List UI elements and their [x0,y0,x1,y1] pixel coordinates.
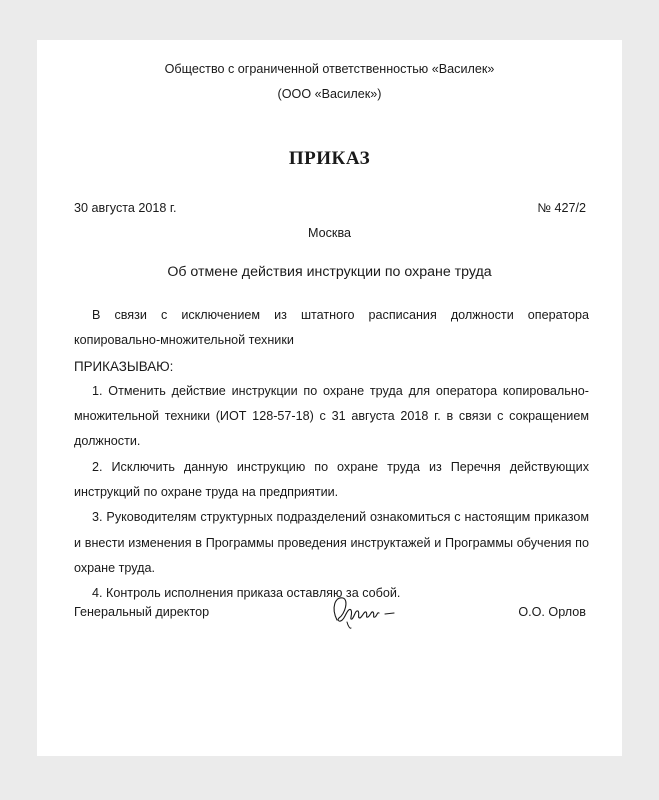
organization-full-name: Общество с ограниченной ответственностью «Василек» [164,62,495,76]
document-date: 30 августа 2018 г. [74,201,177,215]
handwritten-signature [327,590,399,630]
document-number: № 427/2 [537,201,586,215]
document-page [37,40,622,756]
order-word: ПРИКАЗЫВАЮ: [74,358,174,374]
document-city: Москва [308,226,351,240]
document-title: ПРИКАЗ [288,148,371,169]
order-item-3: 3. Руководителям структурных подразделений ознакомиться с настоящим приказом и внести изменения в Программы проведения инструктажей и Программы обучения по охране труда. [74,510,589,575]
document-body [74,303,589,607]
organization-short-name: (ООО «Василек») [277,87,382,101]
document-subject: Об отмене действия инструкции по охране труда [167,264,492,280]
order-item-1: 1. Отменить действие инструкции по охране труда для оператора копировально-множительной техники (ИОТ 128-57-18) с 31 августа 2018 г. в связи с сокращением должности. [74,383,589,449]
order-item-4: 4. Контроль исполнения приказа оставляю за собой. [92,586,401,601]
signatory-role: Генеральный директор [74,605,210,619]
order-item-2: 2. Исключить данную инструкцию по охране труда из Перечня действующих инструкций по охране труда на предприятии. [74,459,589,500]
signatory-name: О.О. Орлов [518,605,586,619]
preamble-paragraph: В связи с исключением из штатного расписания должности оператора копировально-множительной техники [74,308,589,348]
